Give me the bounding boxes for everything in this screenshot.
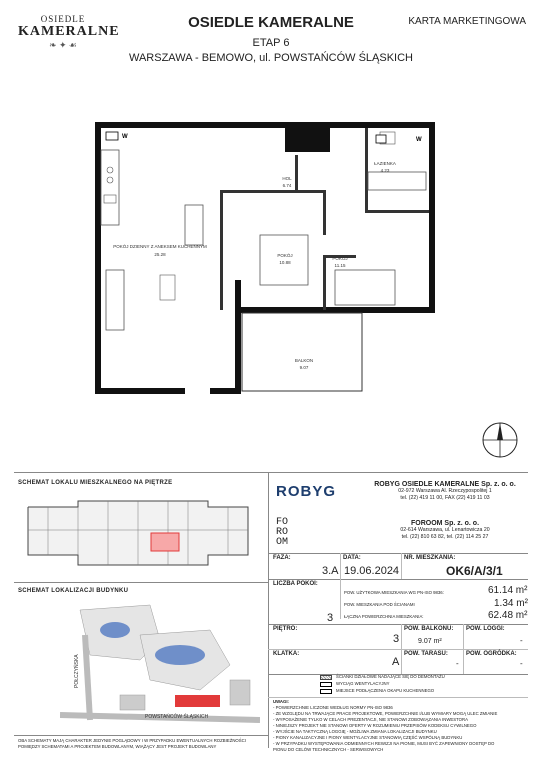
robyg-logo: ROBYG: [276, 483, 337, 500]
dining-table: [185, 205, 203, 245]
logo-ornament: ❧ ✦ ☙: [49, 40, 77, 50]
klatka-label: KLATKA:: [273, 651, 300, 657]
balcony-outline: [242, 313, 362, 391]
pond-2: [155, 645, 205, 665]
compass-icon: [480, 420, 520, 460]
pow-uz-label: POW. UŻYTKOWA MIESZKANIA WG PN-ISO 9836:: [344, 590, 444, 595]
balkon-value: 9.07 m²: [418, 638, 442, 645]
faza-label: FAZA:: [273, 555, 291, 561]
room2-name: POKÓJ: [332, 256, 348, 261]
footer-line2: POMIĘDZY SCHEMATAMI A PROJEKTEM BUDOWLANYM, WIĄŻĄCY JEST PROJEKT BUDOWLANY: [18, 744, 217, 749]
faza-value: 3.A: [322, 565, 339, 577]
foroom-tel: tel. (22) 810 63 82, tel. (22) 114 25 27: [401, 534, 489, 540]
legend-item3: MIEJSCE PODŁĄCZENIA OKAPU KUCHENNEGO: [336, 688, 435, 693]
room1-name: POKÓJ: [277, 253, 293, 258]
uwagi-line: - W PRZYPADKU WYSTĘPOWANIA ODMIENNYCH REWIZJI NA PIONIE, MUSI BYĆ ZAPEWNIONY DOSTĘP DO: [273, 741, 495, 746]
living-room-name: POKÓJ DZIENNY Z ANEKSEM KUCHENNYM: [113, 244, 207, 249]
kitchen-counter: [101, 150, 119, 225]
bath-name: ŁAZIENKA: [374, 161, 396, 166]
pow-uz-value: 61.14 m²: [488, 585, 528, 596]
vent-legend-icon: [320, 682, 332, 687]
balcony-area: 9.07: [299, 365, 309, 370]
balkon-label: POW. BALKONU:: [404, 626, 454, 632]
vent-icon: [106, 132, 118, 140]
etap-label: ETAP 6: [252, 37, 290, 49]
pow-lacz-value: 62.48 m²: [488, 610, 528, 621]
pow-sc-value: 1.34 m²: [494, 598, 528, 609]
taras-label: POW. TARASU:: [404, 651, 448, 657]
demolish-wall-icon: [320, 675, 332, 680]
taras-value: -: [456, 659, 459, 668]
uwagi-line: - ZE WZGLĘDU NA TRWAJĄCE PRACE PROJEKTOWE, POWIERZCHNIE I/LUB WYMIARY MOGĄ ULEC ZMIANIE: [273, 711, 498, 716]
schemat-budynku-title: SCHEMAT LOKALIZACJI BUDYNKU: [18, 588, 129, 594]
street-label-1: POŁCZYŃSKA: [74, 654, 80, 688]
ogrodek-label: POW. OGRÓDKA:: [466, 651, 517, 657]
pietro-value: 3: [393, 633, 400, 645]
foroom-logo: FO RO OM: [276, 517, 289, 548]
room1-area: 10.88: [279, 260, 291, 265]
room2-area: 11.15: [334, 263, 346, 268]
floor-plan: [80, 110, 480, 410]
foroom-name: FOROOM Sp. z. o. o.: [410, 520, 480, 527]
nr-label: NR. MIESZKANIA:: [404, 555, 456, 561]
pow-sc-label: POW. MIESZKANIA POD ŚCIANAMI: [344, 602, 415, 607]
uwagi-title: UWAGI:: [273, 699, 289, 704]
logo-line1: OSIEDLE: [40, 14, 86, 24]
balcony-name: BALKON: [294, 358, 314, 363]
pietro-label: PIĘTRO:: [273, 626, 298, 632]
uwagi-line: - NINIEJSZY PROJEKT NIE STANOWI OFERTY W ROZUMIENIU PRZEPISÓW KODEKSU CYWILNEGO: [273, 723, 477, 728]
legend-item2: WYCIĄG WENTYLACYJNY: [336, 681, 390, 686]
ogrodek-value: -: [520, 659, 523, 668]
robyg-addr: 02-972 Warszawa Al. Rzeczypospolitej 1: [398, 488, 492, 494]
w-marker-1: W: [122, 134, 128, 140]
robyg-tel: tel. (22) 419 11 00, FAX (22) 419 11 03: [400, 495, 490, 501]
pond-1: [100, 622, 130, 638]
page-title: OSIEDLE KAMERALNE: [188, 14, 354, 31]
hall-area: 6.74: [282, 183, 292, 188]
legend-item1: ŚCIANKI DZIAŁOWE NADAJĄCE SIĘ DO DEMONTAŻU: [336, 674, 445, 679]
uwagi-line: - WYJŚCIE NA TAKTYCZNĄ LOGGIĘ - MOŻLIWA ZMIANA LOKALIZACJI BUDYNKU: [273, 729, 437, 734]
uwagi-line: PIONU DO CELÓW TECHNICZNYCH - SERWISOWYCH: [273, 747, 384, 752]
footer-line1: OBA SCHEMATY MAJĄ CHARAKTER JEDYNIE POGLĄDOWY I W PRZYPADKU EWENTUALNYCH ROZBIEŻNOŚCI: [18, 738, 246, 743]
site-map: [60, 600, 260, 730]
pow-lacz-label: ŁĄCZNA POWIERZCHNIA MIESZKANIA:: [344, 614, 424, 619]
uwagi-line: - POWIERZCHNIE LICZONE WEDŁUG NORMY PN-ISO 9836: [273, 705, 393, 710]
loggia-value: -: [520, 636, 523, 645]
desk: [335, 270, 395, 305]
uwagi-block: [273, 699, 528, 753]
bathtub: [368, 172, 426, 190]
schemat-lokalu-title: SCHEMAT LOKALU MIESZKALNEGO NA PIĘTRZE: [18, 480, 173, 486]
uwagi-line: - WYPOSAŻENIE TYLKO W CELACH PREZENTACJI, NIE STANOWI ZOBOWIĄZANIA INWESTORA: [273, 717, 468, 722]
foroom-addr: 02-614 Warszawa, ul. Lenartowicza 20: [400, 527, 490, 533]
data-label: DATA:: [343, 555, 361, 561]
inner-walls: [220, 128, 429, 310]
bath-area: 4.23: [380, 168, 390, 173]
robyg-name: ROBYG OSIEDLE KAMERALNE Sp. z. o. o.: [374, 481, 516, 488]
nr-value: OK6/A/3/1: [446, 564, 503, 578]
highlighted-unit: [151, 533, 179, 551]
w-marker-2: W: [416, 137, 422, 143]
karta-label: KARTA MARKETINGOWA: [408, 16, 526, 27]
sofa: [106, 270, 124, 330]
data-value: 19.06.2024: [344, 565, 400, 577]
uwagi-line: - PIONY KANALIZACYJNE I PIONY WENTYLACYJNE STANOWIĄ CZĘŚĆ WSPÓLNĄ BUDYNKU: [273, 735, 463, 740]
target-building: [175, 695, 220, 707]
loggia-label: POW. LOGGI:: [466, 626, 505, 632]
pokoje-value: 3: [327, 612, 334, 624]
hood-legend-icon: [320, 689, 332, 694]
hall-name: HOL: [282, 176, 292, 181]
living-room-area: 25.28: [154, 252, 166, 257]
street-label-2: POWSTAŃCÓW ŚLĄSKICH: [145, 714, 209, 720]
logo-line2: KAMERALNE: [18, 24, 120, 39]
address-label: WARSZAWA - BEMOWO, ul. POWSTAŃCÓW ŚLĄSKICH: [129, 52, 413, 64]
floor-schema: [18, 495, 258, 575]
klatka-value: A: [392, 656, 400, 668]
pokoje-label: LICZBA POKOI:: [273, 581, 318, 587]
